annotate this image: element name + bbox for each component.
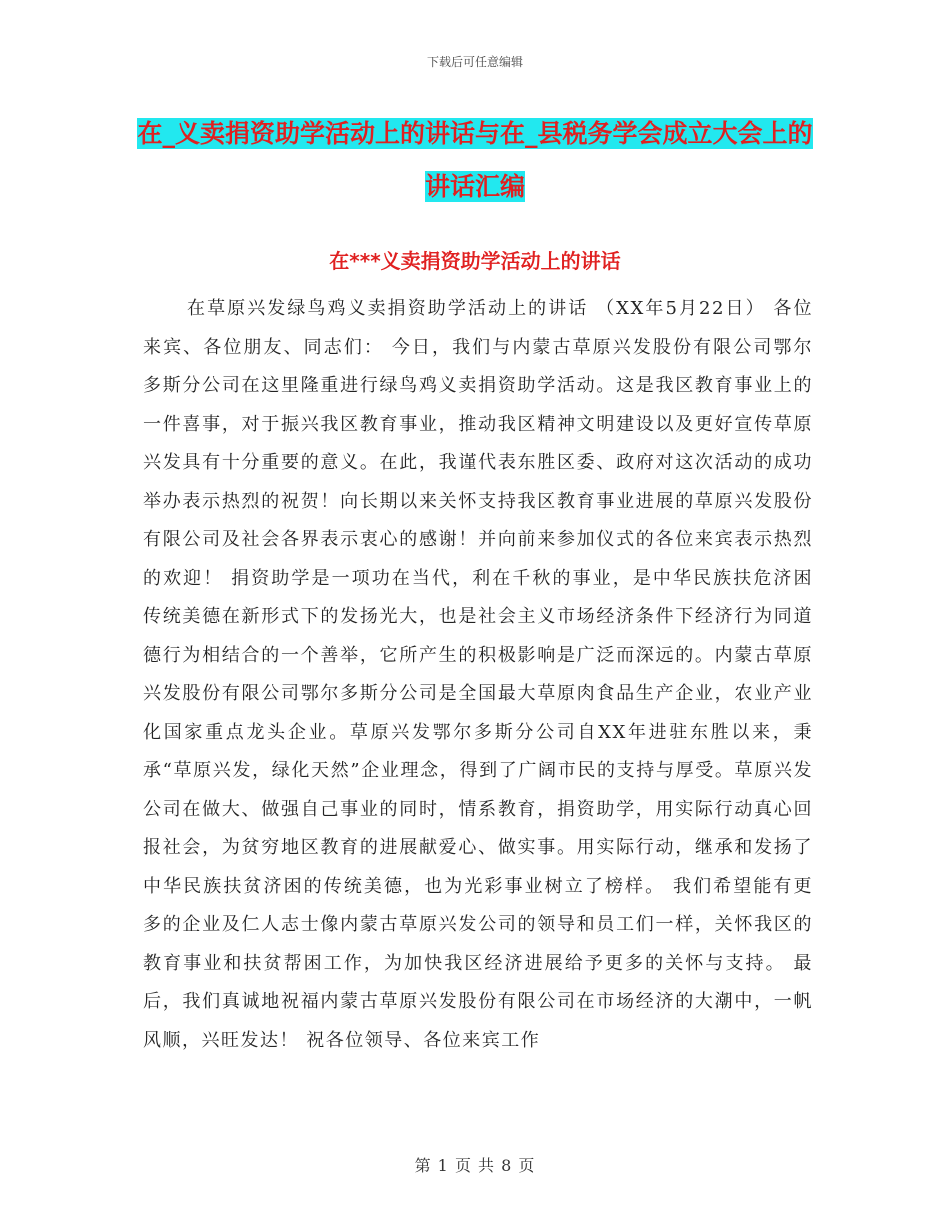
document-title-text: 在_义卖捐资助学活动上的讲话与在_县税务学会成立大会上的讲话汇编 [137, 119, 813, 201]
section-title: 在***义卖捐资助学活动上的讲话 [329, 249, 621, 273]
page-header-note: 下载后可任意编辑 [426, 55, 523, 69]
document-title [130, 107, 820, 213]
body-paragraph: 在草原兴发绿鸟鸡义卖捐资助学活动上的讲话 （XX年5月22日） 各位来宾、各位朋友、同志们： 今日，我们与内蒙古草原兴发股份有限公司鄂尔多斯分公司在这里隆重进行绿鸟鸡义卖捐资助学活动。这是我区教育事业上的一件喜事，对于振兴我区教育事业，推动我区精神文明建设以及更好宣传草原兴发具有十分重要的意义。在此，我谨代表东胜区委、政府对这次活动的成功举办表示热烈的祝贺！向长期以来关怀支持我区教育事业进展的草原兴发股份有限公司及社会各界表示衷心的感谢！并向前来参加仪式的各位来宾表示热烈的欢迎！ 捐资助学是一项功在当代，利在千秋的事业，是中华民族扶危济困传统美德在新形式下的发扬光大，也是社会主义市场经济条件下经济行为同道德行为相结合的一个善举，它所产生的积极影响是广泛而深远的。内蒙古草原兴发股份有限公司鄂尔多斯分公司是全国最大草原肉食品生产企业，农业产业化国家重点龙头企业。草原兴发鄂尔多斯分公司自XX年进驻东胜以来，秉承“草原兴发，绿化天然”企业理念，得到了广阔市民的支持与厚受。草原兴发公司在做大、做强自己事业的同时，情系教育，捐资助学，用实际行动真心回报社会，为贫穷地区教育的进展献爱心、做实事。用实际行动，继承和发扬了中华民族扶贫济困的传统美德，也为光彩事业树立了榜样。 我们希望能有更多的企业及仁人志士像内蒙古草原兴发公司的领导和员工们一样，关怀我区的教育事业和扶贫帮困工作，为加快我区经济进展给予更多的关怀与支持。 最后，我们真诚地祝福内蒙古草原兴发股份有限公司在市场经济的大潮中，一帆风顺，兴旺发达！ 祝各位领导、各位来宾工作 [143, 298, 813, 1051]
page-number: 第 1 页 共 8 页 [414, 1156, 536, 1175]
